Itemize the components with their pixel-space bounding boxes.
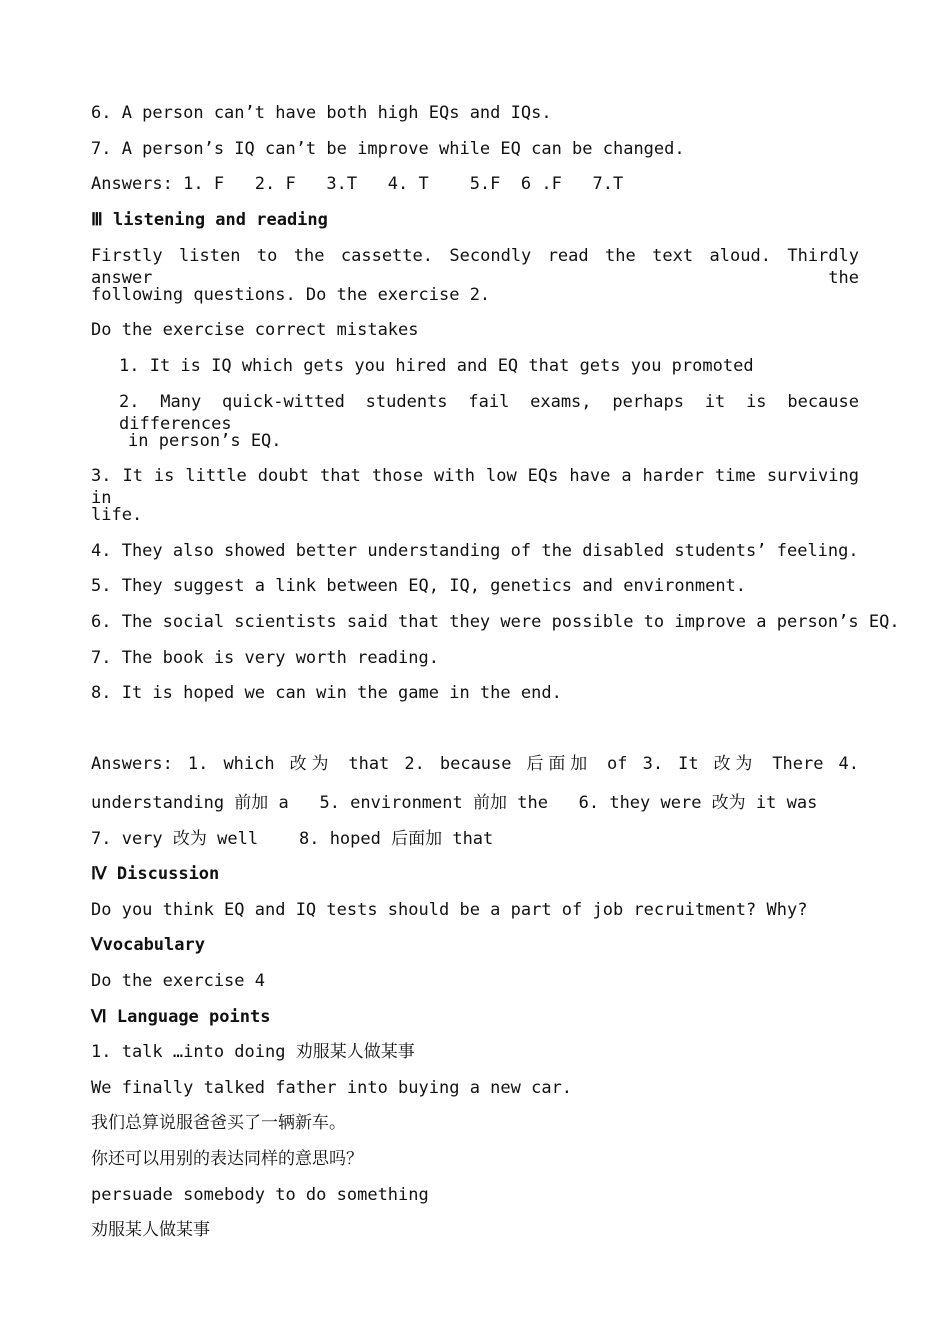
- section-heading-listening-reading: Ⅲ listening and reading: [91, 210, 328, 230]
- mistake-item-1: 1. It is IQ which gets you hired and EQ that gets you promoted: [119, 356, 754, 376]
- mistake-item-2-cont: in person’s EQ.: [128, 431, 282, 451]
- mistake-item-5: 5. They suggest a link between EQ, IQ, genetics and environment.: [91, 576, 747, 596]
- statement-6: 6. A person can’t have both high EQs and IQs.: [91, 103, 552, 123]
- mistake-item-3: 3. It is little doubt that those with low EQs have a harder time surviving in: [91, 466, 859, 508]
- example-translation: 我们总算说服爸爸买了一辆新车。: [91, 1113, 346, 1133]
- answers-true-false: Answers: 1. F 2. F 3.T 4. T 5.F 6 .F 7.T: [91, 174, 624, 194]
- section-heading-vocabulary: Ⅴvocabulary: [91, 935, 205, 955]
- statement-7: 7. A person’s IQ can’t be improve while EQ can be changed.: [91, 139, 685, 159]
- vocabulary-instruction: Do the exercise 4: [91, 971, 265, 991]
- alternative-meaning: 劝服某人做某事: [91, 1220, 210, 1240]
- mistake-item-3-cont: life.: [91, 505, 143, 525]
- example-sentence: We finally talked father into buying a new car.: [91, 1078, 573, 1098]
- exercise-instruction: Do the exercise correct mistakes: [91, 320, 419, 340]
- answers-corrections-line-2: understanding 前加 a 5. environment 前加 the 6. they were 改为 it was: [91, 793, 818, 813]
- alternative-expression: persuade somebody to do something: [91, 1185, 429, 1205]
- section-heading-discussion: Ⅳ Discussion: [91, 864, 220, 884]
- mistake-item-8: 8. It is hoped we can win the game in the end.: [91, 683, 562, 703]
- instructions-line-2: following questions. Do the exercise 2.: [91, 285, 491, 305]
- discussion-question: Do you think EQ and IQ tests should be a part of job recruitment? Why?: [91, 900, 808, 920]
- mistake-item-4: 4. They also showed better understanding of the disabled students’ feeling.: [91, 541, 859, 561]
- mistake-item-6: 6. The social scientists said that they were possible to improve a person’s EQ.: [91, 612, 900, 632]
- mistake-item-7: 7. The book is very worth reading.: [91, 648, 439, 668]
- answers-corrections-line-3: 7. very 改为 well 8. hoped 后面加 that: [91, 829, 494, 849]
- question-alternative: 你还可以用别的表达同样的意思吗？: [91, 1149, 363, 1169]
- instructions-line-1: Firstly listen to the cassette. Secondly read the text aloud. Thirdly answer the: [91, 246, 859, 288]
- answers-corrections-line-1: Answers: 1. which 改为 that 2. because 后面加 of 3. It 改为 There 4.: [91, 754, 859, 774]
- section-heading-language-points: Ⅵ Language points: [91, 1007, 271, 1027]
- mistake-item-2: 2. Many quick-witted students fail exams, perhaps it is because differences: [119, 392, 859, 434]
- language-point-1: 1. talk …into doing 劝服某人做某事: [91, 1042, 415, 1062]
